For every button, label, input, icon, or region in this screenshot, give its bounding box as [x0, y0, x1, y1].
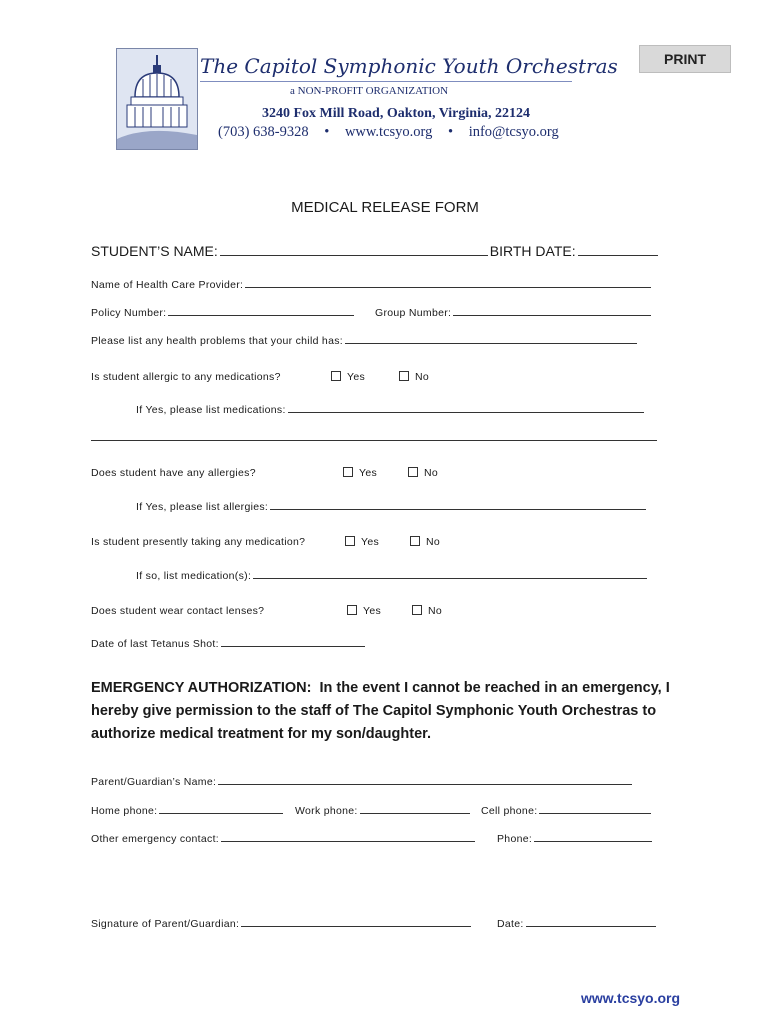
- no-label: No: [428, 605, 443, 617]
- birth-date-label: BIRTH DATE:: [489, 243, 576, 259]
- guardian-name-label: Parent/Guardian’s Name:: [91, 776, 217, 788]
- no-label: No: [424, 467, 439, 479]
- date-label: Date:: [497, 918, 524, 930]
- other-contact-row: [91, 830, 477, 845]
- list-meds-field-continued[interactable]: [91, 429, 657, 441]
- header-divider: [200, 81, 572, 82]
- yes-label: Yes: [361, 536, 380, 548]
- contacts-yes[interactable]: [347, 605, 381, 617]
- group-field[interactable]: [453, 304, 651, 316]
- list-meds-row: [136, 401, 646, 416]
- other-phone-row: [497, 830, 654, 845]
- bullet-icon: •: [447, 124, 454, 140]
- yes-label: Yes: [359, 467, 378, 479]
- list-allergies-field[interactable]: [270, 498, 646, 510]
- checkbox-icon[interactable]: [412, 605, 422, 615]
- emergency-authorization-heading: EMERGENCY AUTHORIZATION:: [91, 680, 312, 696]
- date-row: [497, 915, 658, 930]
- list-current-meds-label: If so, list medication(s):: [136, 570, 252, 582]
- tetanus-label: Date of last Tetanus Shot:: [91, 638, 219, 650]
- health-problems-field[interactable]: [345, 332, 637, 344]
- yes-label: Yes: [347, 371, 366, 383]
- tetanus-row: [91, 635, 367, 650]
- home-phone-row: [91, 802, 285, 817]
- list-current-meds-field[interactable]: [253, 567, 647, 579]
- footer-website-link[interactable]: www.tcsyo.org: [581, 990, 681, 1006]
- checkbox-icon[interactable]: [408, 467, 418, 477]
- policy-row: [91, 304, 356, 319]
- checkbox-icon[interactable]: [345, 536, 355, 546]
- date-field[interactable]: [526, 915, 656, 927]
- print-button[interactable]: PRINT: [639, 45, 731, 73]
- checkbox-icon[interactable]: [331, 371, 341, 381]
- policy-field[interactable]: [168, 304, 354, 316]
- group-row: [375, 304, 653, 319]
- student-name-field[interactable]: [220, 244, 488, 256]
- checkbox-icon[interactable]: [410, 536, 420, 546]
- cell-phone-row: [481, 802, 653, 817]
- q-contacts: Does student wear contact lenses?: [91, 605, 265, 617]
- other-phone-field[interactable]: [534, 830, 652, 842]
- work-phone-field[interactable]: [360, 802, 470, 814]
- taking-meds-yes[interactable]: [345, 536, 379, 548]
- checkbox-icon[interactable]: [399, 371, 409, 381]
- home-phone-label: Home phone:: [91, 805, 158, 817]
- allergic-meds-yes[interactable]: [331, 371, 365, 383]
- form-title: MEDICAL RELEASE FORM: [291, 199, 479, 216]
- home-phone-field[interactable]: [159, 802, 283, 814]
- signature-label: Signature of Parent/Guardian:: [91, 918, 240, 930]
- other-contact-label: Other emergency contact:: [91, 833, 220, 845]
- org-phone: (703) 638-9328: [218, 124, 309, 140]
- health-problems-label: Please list any health problems that your child has:: [91, 335, 343, 347]
- guardian-name-field[interactable]: [218, 773, 632, 785]
- provider-field[interactable]: [245, 276, 651, 288]
- taking-meds-no[interactable]: [410, 536, 440, 548]
- org-name: The Capitol Symphonic Youth Orchestras: [200, 54, 618, 78]
- work-phone-label: Work phone:: [295, 805, 358, 817]
- yes-label: Yes: [363, 605, 382, 617]
- cell-phone-label: Cell phone:: [481, 805, 538, 817]
- org-contact-line: [218, 124, 559, 141]
- org-address: 3240 Fox Mill Road, Oakton, Virginia, 22124: [262, 106, 530, 121]
- contacts-no[interactable]: [412, 605, 442, 617]
- org-email-link[interactable]: info@tcsyo.org: [468, 124, 559, 140]
- provider-label: Name of Health Care Provider:: [91, 279, 244, 291]
- bullet-icon: •: [324, 124, 330, 140]
- emergency-authorization: [91, 677, 691, 746]
- guardian-name-row: [91, 773, 634, 788]
- org-type: a NON-PROFIT ORGANIZATION: [290, 85, 449, 97]
- policy-label: Policy Number:: [91, 307, 167, 319]
- cell-phone-field[interactable]: [539, 802, 651, 814]
- list-meds-field[interactable]: [288, 401, 644, 413]
- allergies-no[interactable]: [408, 467, 438, 479]
- list-meds-label: If Yes, please list medications:: [136, 404, 286, 416]
- health-problems-row: [91, 332, 639, 347]
- provider-row: [91, 276, 653, 291]
- student-name-row: [91, 243, 660, 259]
- no-label: No: [426, 536, 441, 548]
- emergency-authorization-text: In the event I cannot be reached in an emergency, I hereby give permission to the staff of The Capitol Symphonic Youth Orchestras to authorize medical treatment for my son/daughter.: [91, 680, 670, 742]
- group-label: Group Number:: [375, 307, 452, 319]
- allergies-yes[interactable]: [343, 467, 377, 479]
- q-allergic-meds: Is student allergic to any medications?: [91, 371, 281, 383]
- tetanus-field[interactable]: [221, 635, 365, 647]
- checkbox-icon[interactable]: [343, 467, 353, 477]
- student-name-label: STUDENT’S NAME:: [91, 243, 218, 259]
- checkbox-icon[interactable]: [347, 605, 357, 615]
- capitol-dome-logo: [116, 48, 198, 150]
- list-allergies-row: [136, 498, 648, 513]
- other-contact-field[interactable]: [221, 830, 475, 842]
- list-current-meds-row: [136, 567, 649, 582]
- birth-date-field[interactable]: [578, 244, 658, 256]
- signature-field[interactable]: [241, 915, 471, 927]
- q-taking-meds: Is student presently taking any medication?: [91, 536, 306, 548]
- list-allergies-label: If Yes, please list allergies:: [136, 501, 269, 513]
- q-allergies: Does student have any allergies?: [91, 467, 256, 479]
- org-website-link[interactable]: www.tcsyo.org: [344, 124, 433, 140]
- other-phone-label: Phone:: [497, 833, 533, 845]
- no-label: No: [415, 371, 430, 383]
- signature-row: [91, 915, 473, 930]
- allergic-meds-no[interactable]: [399, 371, 429, 383]
- work-phone-row: [295, 802, 472, 817]
